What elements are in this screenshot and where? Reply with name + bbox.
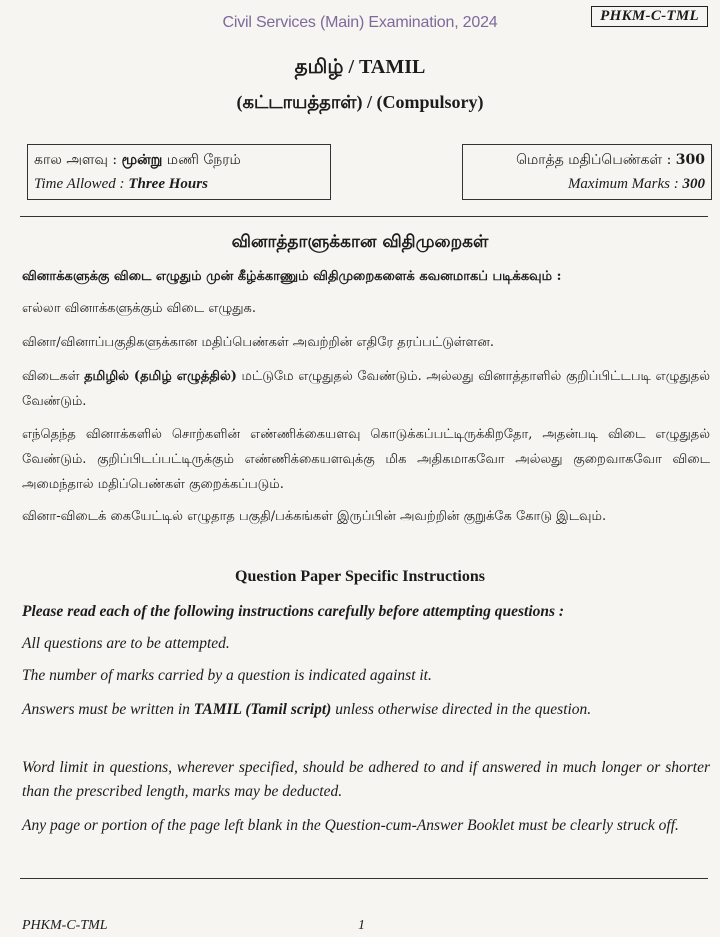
english-instructions-heading: Question Paper Specific Instructions [235, 568, 485, 585]
page-number: 1 [358, 918, 365, 933]
marks-value-tamil: 300 [675, 152, 705, 168]
tamil-instruction-4: எந்தெந்த வினாக்களில் சொற்களின் எண்ணிக்கையளவு கொடுக்கப்பட்டிருக்கிறதோ, அதன்படி விடை எழுதுதல் வேண்டும். குறிப்பிடப்பட்டிருக்கும் எண்ணிக்கையளவுக்கு மிக அதிகமாகவோ அல்லது குறைவாகவோ விடை அமைந்தால் மதிப்பெண்கள் குறைக்கப்படும். [22, 427, 710, 492]
footer-paper-code: PHKM-C-TML [22, 918, 108, 933]
tamil-instruction-2: வினா/வினாப்பகுதிகளுக்கான மதிப்பெண்கள் அவற்றின் எதிரே தரப்பட்டுள்ளன. [22, 335, 494, 350]
top-divider [20, 216, 708, 217]
marks-label-english: Maximum Marks : [567, 176, 683, 192]
english-instruction-3 [22, 698, 710, 722]
subject-title: தமிழ் / TAMIL [294, 56, 426, 78]
tamil-instruction-3 [22, 364, 710, 414]
marks-label-tamil: மொத்த மதிப்பெண்கள் : [516, 152, 676, 168]
english-instruction-4: Word limit in questions, wherever specified, should be adhered to and if answered in much longer or shorter than the prescribed length, marks may be deducted. [22, 759, 710, 800]
exam-name: Civil Services (Main) Examination, 2024 [222, 14, 498, 31]
english-instruction-3-post: unless otherwise directed in the question. [331, 701, 592, 718]
paper-code-box: PHKM-C-TML [591, 6, 708, 27]
marks-english [469, 172, 705, 196]
english-instruction-1: All questions are to be attempted. [22, 635, 230, 652]
time-label-english: Time Allowed : [34, 176, 129, 192]
english-instructions-intro: Please read each of the following instructions carefully before attempting questions : [22, 603, 565, 620]
tamil-instruction-1: எல்லா வினாக்களுக்கும் விடை எழுதுக. [22, 301, 256, 316]
tamil-instruction-3-post: மட்டுமே எழுதுதல் வேண்டும். அல்லது வினாத்தாளில் குறிப்பிட்டபடி எழுதுதல் வேண்டும். [22, 369, 711, 409]
time-value-tamil: மூன்று [121, 152, 163, 168]
time-suffix-tamil: மணி நேரம் [162, 152, 241, 168]
paper-subtitle: (கட்டாயத்தாள்) / (Compulsory) [236, 92, 484, 112]
english-instruction-3-bold: TAMIL (Tamil script) [193, 701, 332, 718]
tamil-instruction-3-pre: விடைகள் [22, 369, 85, 384]
tamil-instructions-heading: வினாத்தாளுக்கான விதிமுறைகள் [231, 232, 489, 252]
time-allowed-box [27, 144, 331, 200]
english-instruction-5: Any page or portion of the page left blank in the Question-cum-Answer Booklet must be clearly struck off. [22, 817, 679, 834]
maximum-marks-box [462, 144, 712, 200]
english-instruction-3-pre: Answers must be written in [22, 701, 194, 718]
marks-tamil [469, 148, 705, 172]
tamil-instructions-intro: வினாக்களுக்கு விடை எழுதும் முன் கீழ்க்காணும் விதிமுறைகளைக் கவனமாகப் படிக்கவும் : [22, 269, 562, 284]
tamil-instruction-3-bold: தமிழில் (தமிழ் எழுத்தில்) [84, 369, 237, 384]
time-label-tamil: கால அளவு : [34, 152, 122, 168]
time-value-english: Three Hours [128, 176, 208, 192]
bottom-divider [20, 878, 708, 879]
time-allowed-tamil [34, 148, 324, 172]
tamil-instruction-5: வினா-விடைக் கையேட்டில் எழுதாத பகுதி/பக்கங்கள் இருப்பின் அவற்றின் குறுக்கே கோடு இடவும். [22, 509, 607, 524]
english-instruction-2: The number of marks carried by a question is indicated against it. [22, 667, 432, 684]
time-allowed-english [34, 172, 324, 196]
marks-value-english: 300 [682, 176, 705, 192]
